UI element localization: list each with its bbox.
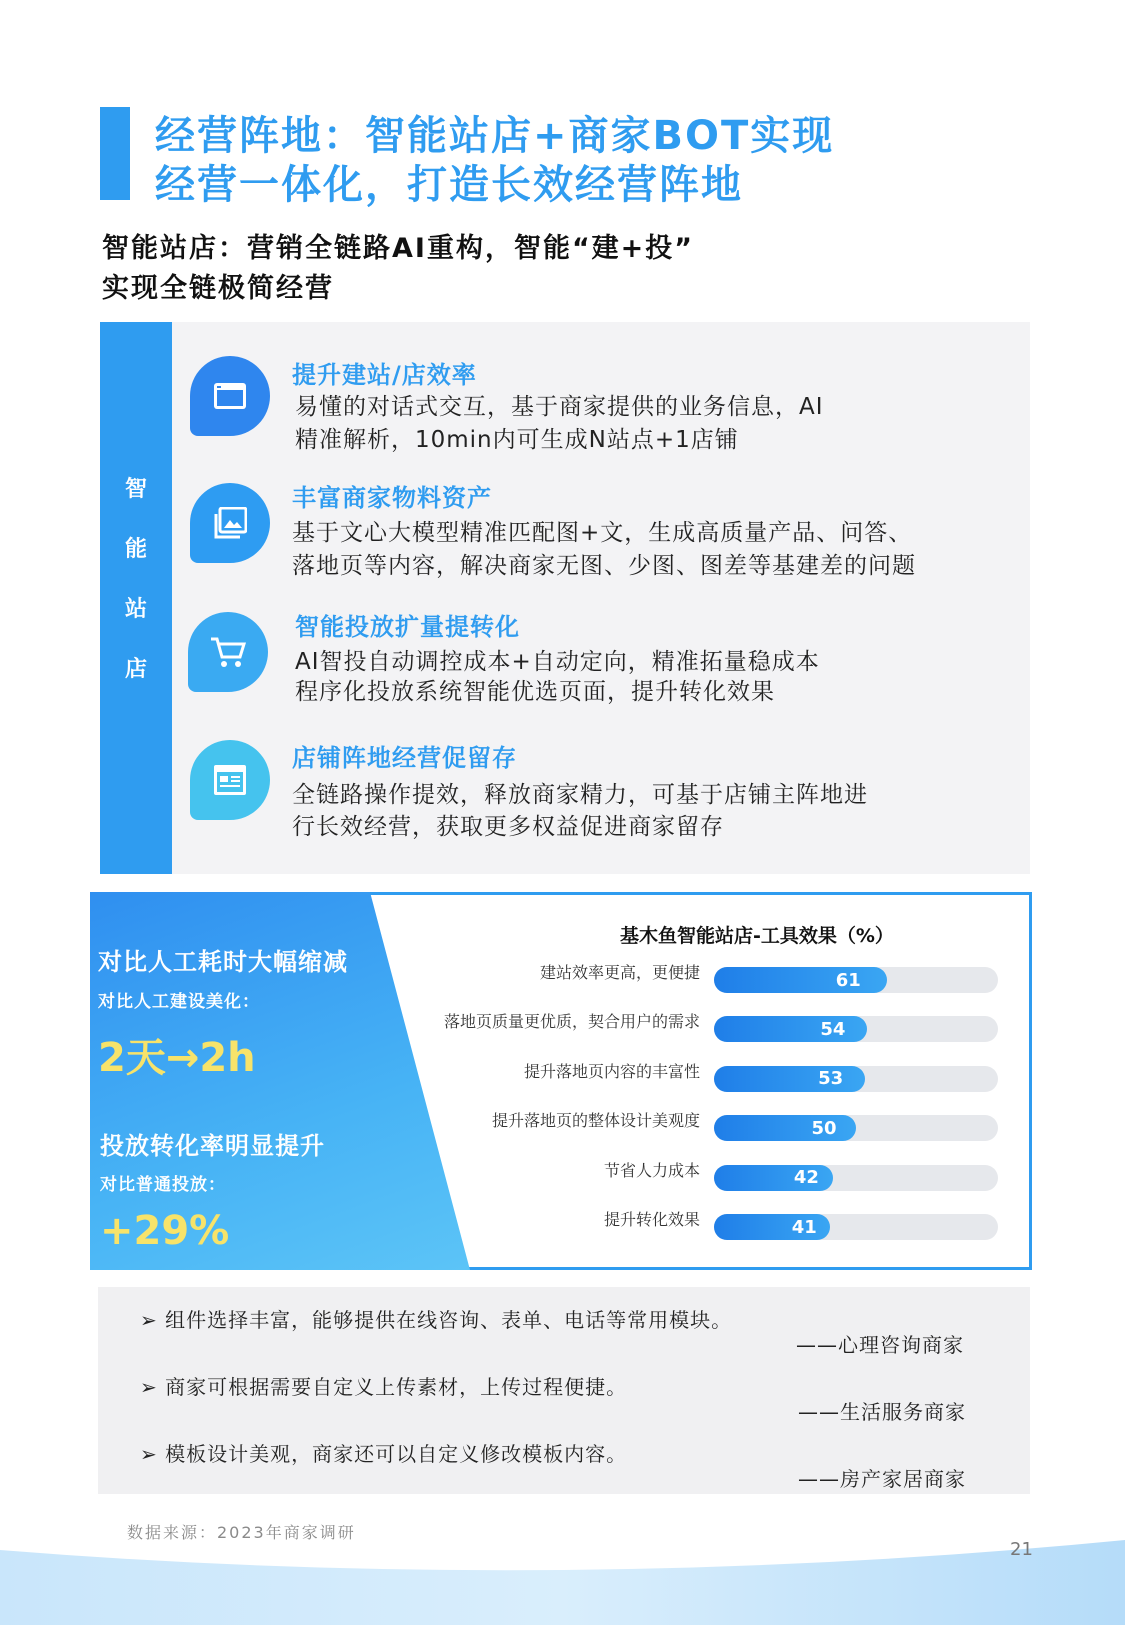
bar-track bbox=[714, 1214, 998, 1240]
bar-value-label: 61 bbox=[835, 969, 861, 991]
bar-track bbox=[714, 1115, 998, 1141]
stat-heading: 对比人工耗时大幅缩减 bbox=[98, 948, 348, 976]
stat-value: +29% bbox=[100, 1208, 230, 1254]
quote-text: 模板设计美观，商家还可以自定义修改模板内容。 bbox=[165, 1442, 628, 1466]
quote-source: ——房产家居商家 bbox=[798, 1467, 966, 1491]
quote-item bbox=[140, 1371, 627, 1400]
bar-category-label: 节省人力成本 bbox=[603, 1160, 700, 1180]
bullet-icon: ➢ bbox=[140, 1442, 158, 1466]
quote-source: ——生活服务商家 bbox=[798, 1400, 966, 1424]
section-subtitle-line-1: 智能站店：营销全链路AI重构，智能“建+投” bbox=[102, 233, 695, 264]
feature-text: 全链路操作提效，释放商家精力，可基于店铺主阵地进 bbox=[292, 782, 868, 808]
store-page-icon bbox=[190, 740, 270, 820]
chart-bars bbox=[714, 967, 998, 1257]
feature-text: 精准解析，10min内可生成N站点+1店铺 bbox=[295, 427, 739, 453]
chart-labels bbox=[400, 960, 700, 1250]
bar-category-label: 提升转化效果 bbox=[603, 1210, 700, 1229]
side-tab-char: 店 bbox=[124, 657, 147, 682]
stat-value: 2天→2h bbox=[98, 1035, 256, 1081]
side-tab-char: 智 bbox=[124, 477, 147, 502]
feature-text: 程序化投放系统智能优选页面，提升转化效果 bbox=[295, 679, 775, 705]
bar-category-label: 提升落地页的整体设计美观度 bbox=[491, 1111, 700, 1131]
feature-text: AI智投自动调控成本+自动定向，精准拓量稳成本 bbox=[295, 649, 820, 675]
bar bbox=[714, 1016, 867, 1042]
bar bbox=[714, 1214, 830, 1240]
feature-title: 丰富商家物料资产 bbox=[292, 484, 492, 512]
bullet-icon: ➢ bbox=[140, 1308, 158, 1332]
bar-value-label: 54 bbox=[820, 1018, 846, 1040]
side-tab bbox=[100, 322, 172, 874]
bar-track bbox=[714, 1016, 998, 1042]
data-source-note: 数据来源：2023年商家调研 bbox=[127, 1523, 356, 1542]
image-gallery-icon bbox=[190, 483, 270, 563]
quote-text: 组件选择丰富，能够提供在线咨询、表单、电话等常用模块。 bbox=[165, 1308, 733, 1332]
quote-item bbox=[140, 1438, 627, 1467]
bar bbox=[714, 967, 887, 993]
bar-track bbox=[714, 1165, 998, 1191]
title-accent-bar bbox=[100, 107, 130, 200]
page-title-line-1: 经营阵地：智能站店+商家BOT实现 bbox=[155, 113, 835, 159]
stat-heading: 投放转化率明显提升 bbox=[100, 1132, 325, 1160]
bar-value-label: 53 bbox=[818, 1068, 844, 1090]
bar bbox=[714, 1165, 833, 1191]
quote-source: ——心理咨询商家 bbox=[796, 1333, 964, 1357]
page-number: 21 bbox=[1010, 1539, 1033, 1560]
stat-subheading: 对比人工建设美化： bbox=[98, 992, 260, 1012]
chart-title: 基木鱼智能站店-工具效果（%） bbox=[620, 925, 894, 947]
section-subtitle-line-2: 实现全链极简经营 bbox=[102, 273, 334, 304]
stat-subheading: 对比普通投放： bbox=[100, 1175, 226, 1195]
side-tab-char: 能 bbox=[124, 537, 147, 562]
feature-text: 行长效经营，获取更多权益促进商家留存 bbox=[292, 814, 724, 840]
feature-title: 提升建站/店效率 bbox=[292, 361, 477, 389]
bar-value-label: 42 bbox=[793, 1167, 819, 1189]
bar-category-label: 建站效率更高，更便捷 bbox=[539, 963, 700, 982]
bar-value-label: 50 bbox=[811, 1117, 837, 1139]
bar bbox=[714, 1115, 856, 1141]
bullet-icon: ➢ bbox=[140, 1375, 158, 1399]
feature-text: 落地页等内容，解决商家无图、少图、图差等基建差的问题 bbox=[292, 553, 916, 579]
bar-category-label: 提升落地页内容的丰富性 bbox=[523, 1061, 700, 1081]
feature-text: 基于文心大模型精准匹配图+文，生成高质量产品、问答、 bbox=[292, 520, 913, 546]
bar bbox=[714, 1066, 865, 1092]
quote-item bbox=[140, 1304, 732, 1333]
footer-wave bbox=[0, 1540, 1125, 1625]
browser-window-icon bbox=[190, 356, 270, 436]
bar-value-label: 41 bbox=[791, 1216, 817, 1238]
bar-track bbox=[714, 967, 998, 993]
page-title-line-2: 经营一体化，打造长效经营阵地 bbox=[155, 162, 743, 208]
bar-track bbox=[714, 1066, 998, 1092]
side-tab-char: 站 bbox=[124, 597, 147, 622]
feature-text: 易懂的对话式交互，基于商家提供的业务信息，AI bbox=[295, 394, 824, 420]
quote-text: 商家可根据需要自定义上传素材，上传过程便捷。 bbox=[165, 1375, 628, 1399]
bar-category-label: 落地页质量更优质，契合用户的需求 bbox=[443, 1012, 700, 1032]
shopping-cart-icon bbox=[188, 612, 268, 692]
feature-title: 智能投放扩量提转化 bbox=[295, 613, 520, 641]
merchant-quotes bbox=[98, 1287, 1030, 1494]
feature-title: 店铺阵地经营促留存 bbox=[292, 744, 517, 772]
